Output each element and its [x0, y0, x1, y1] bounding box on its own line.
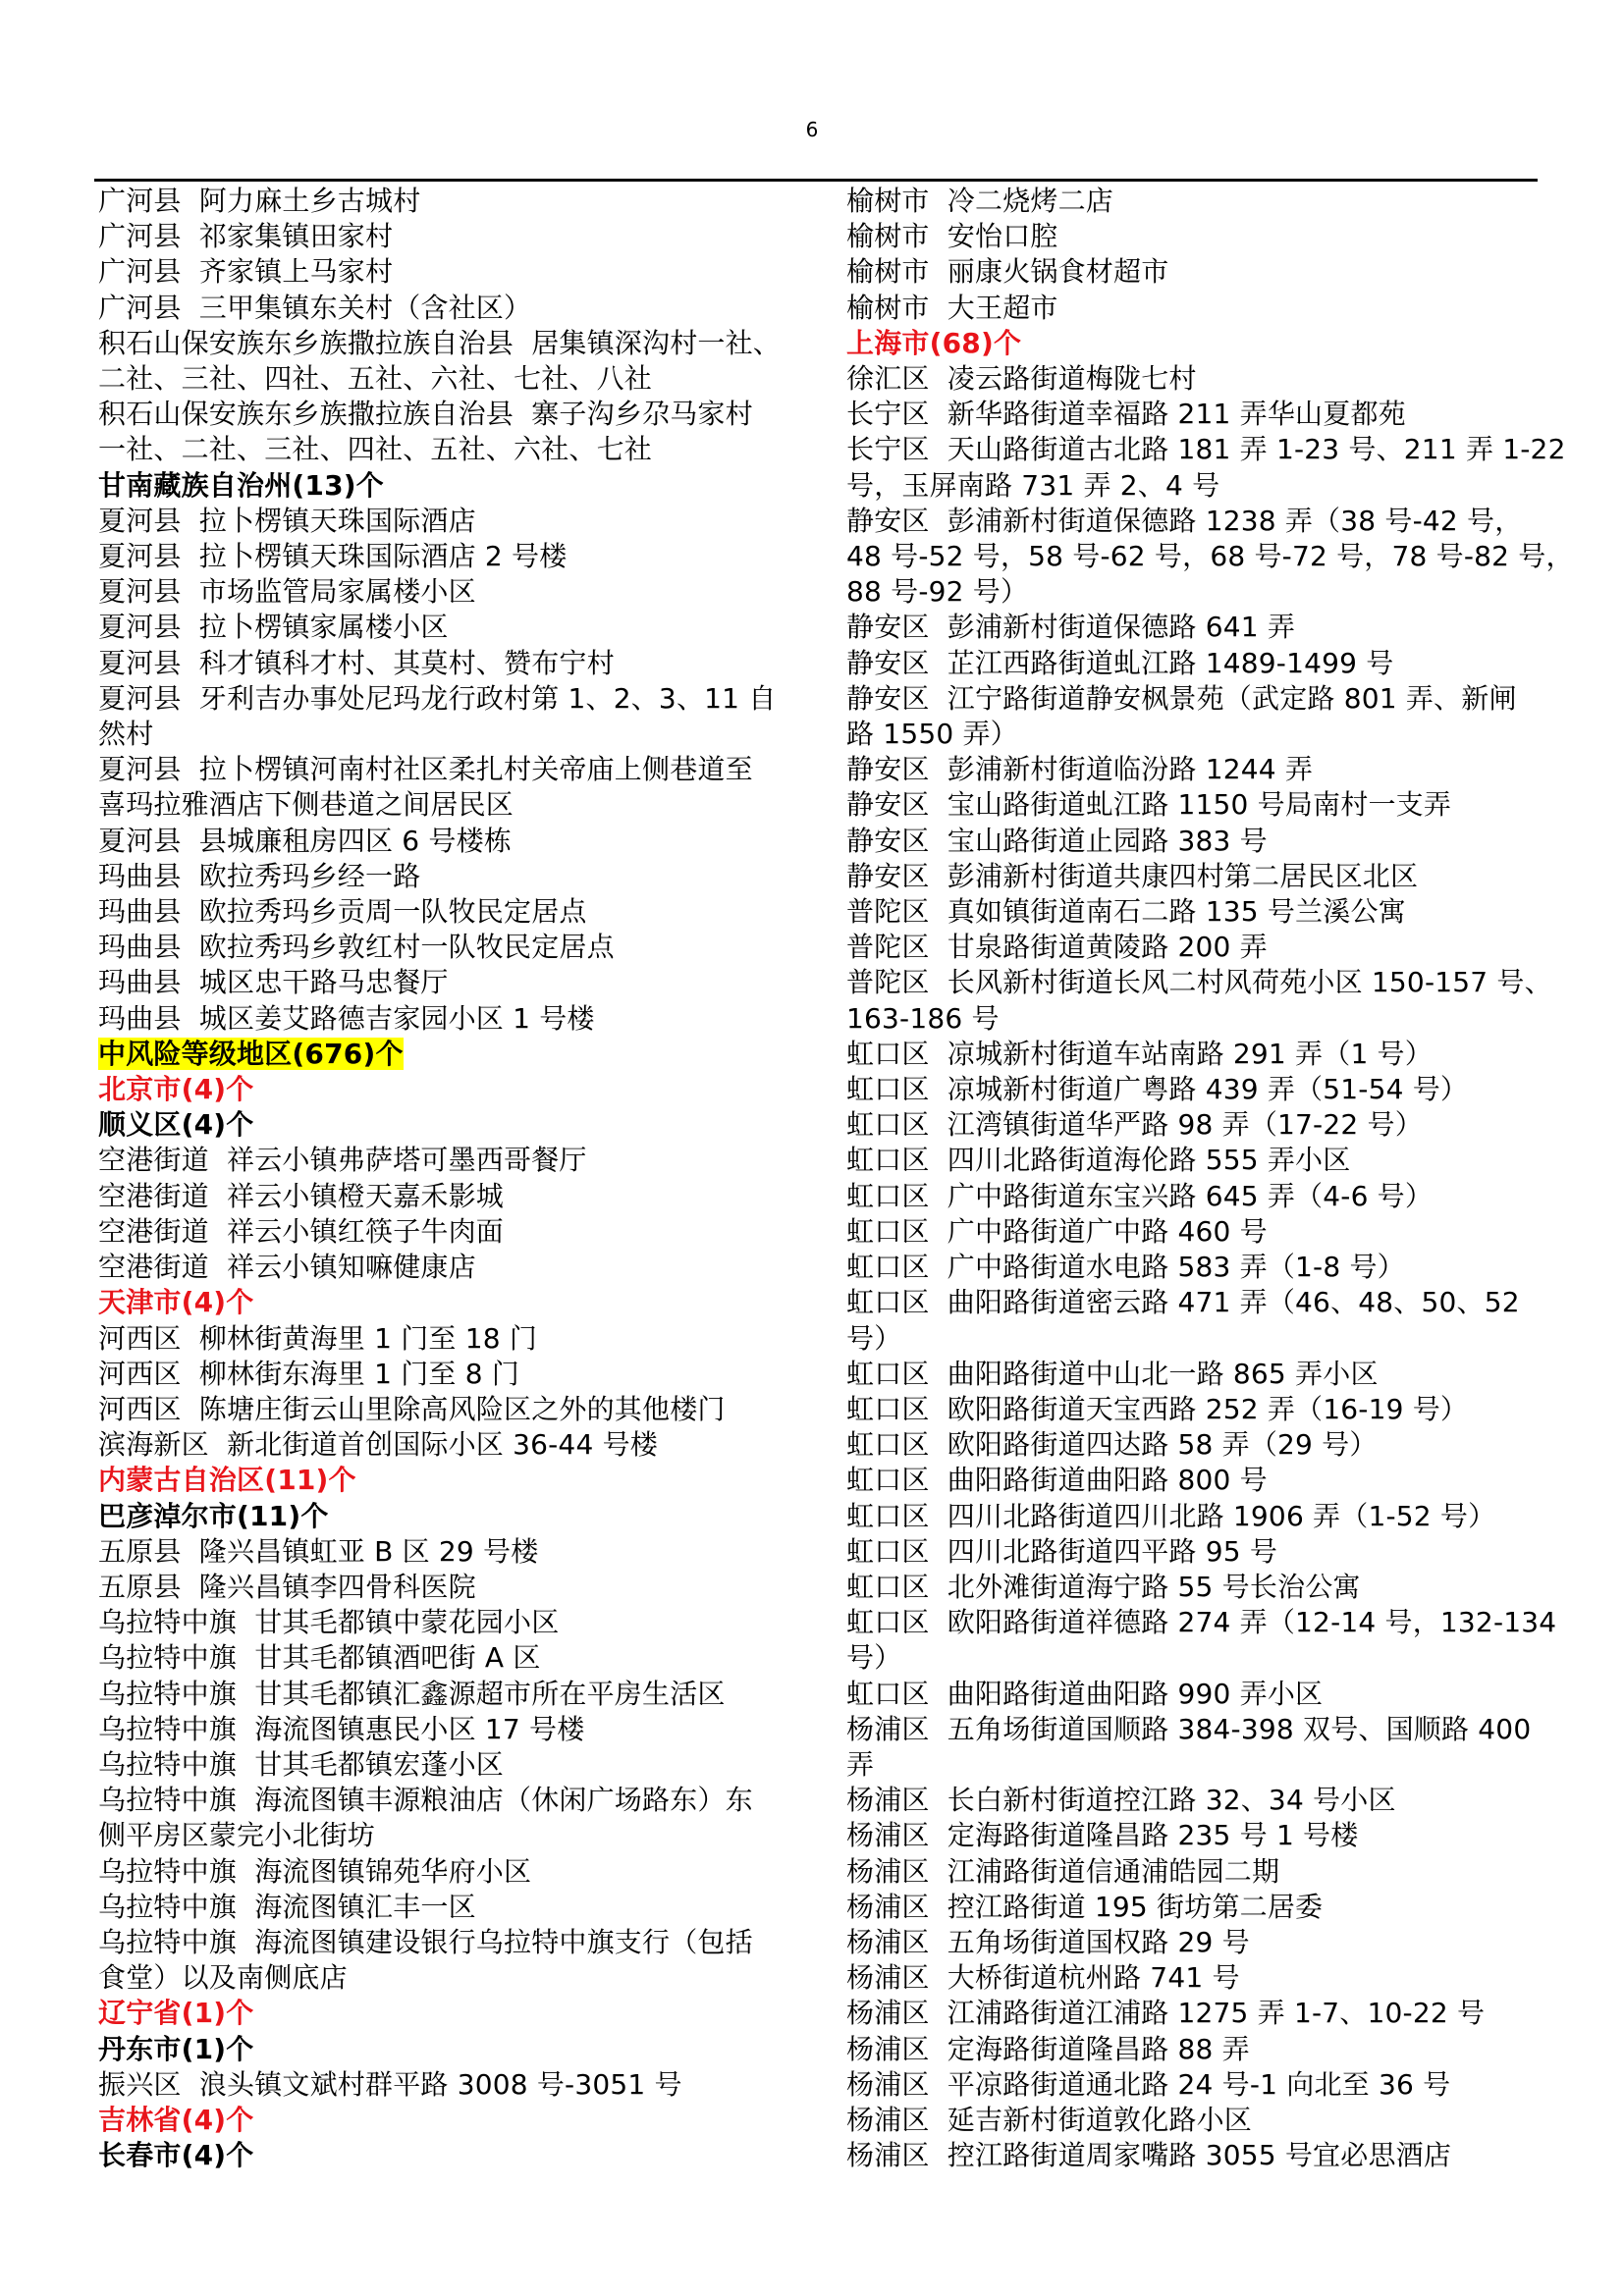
entry-line [846, 681, 1563, 717]
entry-line-text: 杨浦区 五角场街道国权路 29 号 [846, 1925, 1250, 1958]
entry-line-text: 虹口区 广中路街道水电路 583 弄（1-8 号） [846, 1251, 1405, 1284]
entry-line [98, 1890, 815, 1925]
entry-line [846, 1321, 1563, 1357]
entry-line-text: 广河县 阿力麻土乡古城村 [98, 185, 421, 217]
entry-line-text: 乌拉特中旗 海流图镇汇丰一区 [98, 1890, 476, 1923]
entry-line [98, 1783, 815, 1818]
entry-line [846, 468, 1563, 504]
entry-line-text: 五原县 隆兴昌镇虹亚 B 区 29 号楼 [98, 1534, 539, 1568]
entry-line [846, 574, 1563, 610]
entry-line-text: 48 号-52 号，58 号-62 号，68 号-72 号，78 号-82 号， [846, 540, 1574, 573]
entry-line [846, 1747, 1563, 1783]
entry-line [846, 610, 1563, 645]
entry-line [846, 2067, 1563, 2103]
header-rule [94, 179, 1538, 182]
entry-line-text: 五原县 隆兴昌镇李四骨科医院 [98, 1570, 476, 1603]
entry-line [846, 1640, 1563, 1676]
entry-line-text: 虹口区 欧阳路街道四达路 58 弄（29 号） [846, 1428, 1378, 1462]
entry-line [98, 965, 815, 1000]
entry-line [98, 1570, 815, 1605]
entry-line-text: 河西区 陈塘庄街云山里除高风险区之外的其他楼门 [98, 1392, 726, 1425]
province-heading [98, 1072, 815, 1107]
entry-line-text: 玛曲县 欧拉秀玛乡经一路 [98, 859, 421, 892]
entry-line-text: 虹口区 四川北路街道四川北路 1906 弄（1-52 号） [846, 1499, 1496, 1532]
entry-line-text: 一社、二社、三社、四社、五社、六社、七社 [98, 433, 653, 466]
entry-line [846, 1534, 1563, 1570]
entry-line-text: 静安区 彭浦新村街道共康四村第二居民区北区 [846, 859, 1419, 892]
entry-line-text: 虹口区 欧阳路街道祥德路 274 弄（12-14 号，132-134 [846, 1606, 1557, 1639]
entry-line-text: 榆树市 丽康火锅食材超市 [846, 255, 1169, 289]
entry-line [846, 1463, 1563, 1498]
entry-line-text: 喜玛拉雅酒店下侧巷道之间居民区 [98, 788, 514, 822]
entry-line [98, 1214, 815, 1250]
entry-line [846, 1570, 1563, 1605]
entry-line [846, 1143, 1563, 1178]
left-column [98, 184, 815, 2173]
entry-line [846, 1392, 1563, 1427]
entry-line-text: 弄 [846, 1747, 875, 1781]
entry-line [98, 681, 815, 717]
province-heading [98, 1463, 815, 1498]
province-heading [98, 2103, 815, 2138]
entry-line [846, 859, 1563, 894]
entry-line [846, 1072, 1563, 1107]
entry-line-text: 乌拉特中旗 海流图镇丰源粮油店（休闲广场路东）东 [98, 1784, 753, 1817]
entry-line-text: 乌拉特中旗 海流图镇建设银行乌拉特中旗支行（包括 [98, 1925, 753, 1958]
province-heading-text: 天津市(4)个 [98, 1286, 254, 1319]
risk-level-heading-text: 中风险等级地区(676)个 [98, 1037, 404, 1070]
entry-line-text: 普陀区 长风新村街道长风二村风荷苑小区 150-157 号、 [846, 966, 1552, 999]
entry-line [98, 2067, 815, 2103]
entry-line [846, 824, 1563, 859]
entry-line-text: 杨浦区 控江路街道周家嘴路 3055 号宜必思酒店 [846, 2139, 1452, 2172]
entry-line [846, 2138, 1563, 2173]
city-heading [98, 1499, 815, 1534]
entry-line [98, 1427, 815, 1463]
entry-line [98, 1854, 815, 1890]
entry-line [98, 1818, 815, 1853]
entry-line-text: 杨浦区 江浦路街道信通浦皓园二期 [846, 1854, 1280, 1888]
entry-line [846, 539, 1574, 574]
entry-line-text: 虹口区 四川北路街道海伦路 555 弄小区 [846, 1144, 1351, 1177]
entry-line-text: 虹口区 曲阳路街道曲阳路 990 弄小区 [846, 1677, 1324, 1710]
entry-line [846, 787, 1563, 823]
entry-line [846, 1285, 1563, 1320]
province-heading [846, 326, 1563, 361]
entry-line-text: 长宁区 天山路街道古北路 181 弄 1-23 号、211 弄 1-22 [846, 433, 1566, 466]
entry-line-text: 号，玉屏南路 731 弄 2、4 号 [846, 468, 1220, 502]
right-column [846, 184, 1574, 2173]
entry-line-text: 积石山保安族东乡族撒拉族自治县 寨子沟乡尕马家村 [98, 398, 753, 431]
entry-line [98, 397, 815, 432]
entry-line-text: 徐汇区 凌云路街道梅陇七村 [846, 362, 1197, 396]
entry-line-text: 玛曲县 城区忠干路马忠餐厅 [98, 966, 449, 999]
entry-line [846, 752, 1563, 787]
entry-line-text: 虹口区 曲阳路街道中山北一路 865 弄小区 [846, 1357, 1379, 1390]
entry-line-text: 静安区 彭浦新村街道保德路 641 弄 [846, 611, 1296, 644]
entry-line [98, 1640, 815, 1676]
entry-line [98, 539, 815, 574]
city-heading [98, 2032, 815, 2067]
entry-line-text: 夏河县 市场监管局家属楼小区 [98, 575, 476, 609]
province-heading [98, 1285, 815, 1320]
province-heading [98, 1996, 815, 2031]
entry-line-text: 振兴区 浪头镇文斌村群平路 3008 号-3051 号 [98, 2067, 682, 2101]
entry-line-text: 乌拉特中旗 甘其毛都镇宏蓬小区 [98, 1747, 505, 1781]
entry-line-text: 杨浦区 长白新村街道控江路 32、34 号小区 [846, 1784, 1396, 1817]
entry-line-text: 虹口区 北外滩街道海宁路 55 号长治公寓 [846, 1570, 1361, 1603]
entry-line [98, 291, 815, 326]
entry-line-text: 侧平房区蒙完小北街坊 [98, 1819, 376, 1852]
entry-line-text: 乌拉特中旗 甘其毛都镇中蒙花园小区 [98, 1606, 560, 1639]
city-heading-text: 丹东市(1)个 [98, 2032, 254, 2065]
entry-line [98, 1925, 815, 1960]
entry-line [846, 1818, 1563, 1853]
entry-line [846, 291, 1563, 326]
entry-line-text: 杨浦区 大桥街道杭州路 741 号 [846, 1961, 1240, 1995]
entry-line-text: 乌拉特中旗 海流图镇锦苑华府小区 [98, 1854, 532, 1888]
entry-line [98, 1321, 815, 1357]
entry-line [846, 184, 1563, 219]
entry-line-text: 玛曲县 欧拉秀玛乡敦红村一队牧民定居点 [98, 931, 615, 964]
entry-line-text: 静安区 彭浦新村街道保德路 1238 弄（38 号-42 号， [846, 504, 1523, 537]
entry-line [98, 1392, 815, 1427]
province-heading-text: 内蒙古自治区(11)个 [98, 1464, 356, 1497]
entry-line [98, 326, 815, 361]
entry-line-text: 虹口区 欧阳路街道天宝西路 252 弄（16-19 号） [846, 1392, 1469, 1425]
entry-line [846, 646, 1563, 681]
entry-line-text: 乌拉特中旗 海流图镇惠民小区 17 号楼 [98, 1712, 585, 1745]
entry-line [98, 574, 815, 610]
entry-line-text: 夏河县 拉卜楞镇天珠国际酒店 2 号楼 [98, 540, 568, 573]
entry-line [846, 965, 1563, 1000]
page-number: 6 [805, 118, 819, 141]
entry-line-text: 夏河县 拉卜楞镇家属楼小区 [98, 611, 449, 644]
entry-line [98, 646, 815, 681]
entry-line [98, 219, 815, 254]
entry-line [98, 504, 815, 539]
entry-line-text: 空港街道 祥云小镇知嘛健康店 [98, 1251, 476, 1284]
entry-line-text: 静安区 彭浦新村街道临汾路 1244 弄 [846, 753, 1314, 786]
entry-line-text: 静安区 宝山路街道止园路 383 号 [846, 824, 1268, 857]
entry-line [98, 432, 815, 467]
entry-line [846, 1107, 1563, 1143]
entry-line-text: 号） [846, 1641, 902, 1675]
entry-line [846, 1996, 1563, 2031]
province-heading-text: 辽宁省(1)个 [98, 1997, 254, 2030]
entry-line-text: 杨浦区 五角场街道国顺路 384-398 双号、国顺路 400 [846, 1712, 1532, 1745]
entry-line [846, 717, 1563, 752]
entry-line [98, 361, 815, 397]
entry-line-text: 虹口区 凉城新村街道车站南路 291 弄（1 号） [846, 1037, 1433, 1070]
province-heading-text: 北京市(4)个 [98, 1073, 254, 1106]
entry-line-text: 虹口区 江湾镇街道华严路 98 弄（17-22 号） [846, 1108, 1423, 1142]
entry-line [98, 717, 815, 752]
entry-line-text: 号） [846, 1321, 902, 1355]
entry-line-text: 空港街道 祥云小镇橙天嘉禾影城 [98, 1179, 505, 1212]
entry-line-text: 杨浦区 定海路街道隆昌路 235 号 1 号楼 [846, 1819, 1359, 1852]
entry-line [846, 361, 1563, 397]
entry-line [98, 1747, 815, 1783]
entry-line [846, 1960, 1563, 1996]
entry-line [846, 1712, 1563, 1747]
entry-line-text: 虹口区 凉城新村街道广粤路 439 弄（51-54 号） [846, 1073, 1469, 1106]
entry-line [98, 752, 815, 787]
entry-line-text: 夏河县 县城廉租房四区 6 号楼栋 [98, 824, 513, 857]
entry-line-text: 普陀区 真如镇街道南石二路 135 号兰溪公寓 [846, 895, 1406, 929]
entry-line-text: 河西区 柳林街东海里 1 门至 8 门 [98, 1357, 520, 1390]
entry-line-text: 食堂）以及南侧底店 [98, 1961, 348, 1995]
entry-line [846, 1037, 1563, 1072]
entry-line [846, 1925, 1563, 1960]
city-heading [98, 1107, 815, 1143]
entry-line [846, 1427, 1563, 1463]
entry-line [846, 1605, 1563, 1640]
entry-line-text: 榆树市 大王超市 [846, 291, 1058, 324]
entry-line-text: 然村 [98, 718, 154, 751]
city-heading-text: 巴彦淖尔市(11)个 [98, 1499, 329, 1532]
entry-line [98, 610, 815, 645]
entry-line-text: 空港街道 祥云小镇红筷子牛肉面 [98, 1214, 505, 1248]
entry-line [846, 504, 1563, 539]
entry-line-text: 虹口区 广中路街道东宝兴路 645 弄（4-6 号） [846, 1179, 1434, 1212]
entry-line [98, 894, 815, 930]
entry-line [98, 1001, 815, 1037]
entry-line [846, 2032, 1563, 2067]
entry-line [846, 1677, 1563, 1712]
entry-line [846, 1783, 1563, 1818]
entry-line-text: 长宁区 新华路街道幸福路 211 弄华山夏都苑 [846, 398, 1406, 431]
province-heading-text: 上海市(68)个 [846, 326, 1022, 359]
entry-line [98, 787, 815, 823]
entry-line-text: 滨海新区 新北街道首创国际小区 36-44 号楼 [98, 1428, 658, 1462]
city-heading-text: 顺义区(4)个 [98, 1108, 254, 1142]
entry-line [98, 824, 815, 859]
province-heading-text: 吉林省(4)个 [98, 2103, 254, 2136]
entry-line [846, 219, 1563, 254]
entry-line [846, 1499, 1563, 1534]
entry-line-text: 普陀区 甘泉路街道黄陵路 200 弄 [846, 931, 1268, 964]
entry-line [98, 1143, 815, 1178]
entry-line [846, 1001, 1563, 1037]
entry-line [98, 1534, 815, 1570]
entry-line [846, 1179, 1563, 1214]
entry-line [846, 1890, 1563, 1925]
entry-line-text: 88 号-92 号） [846, 575, 1029, 609]
city-heading [98, 468, 815, 504]
entry-line [98, 254, 815, 290]
entry-line-text: 杨浦区 控江路街道 195 街坊第二居委 [846, 1890, 1324, 1923]
entry-line-text: 广河县 三甲集镇东关村（含社区） [98, 291, 532, 324]
entry-line [98, 1250, 815, 1285]
entry-line [846, 2103, 1563, 2138]
entry-line [98, 1712, 815, 1747]
risk-level-heading [98, 1037, 815, 1072]
entry-line-text: 163-186 号 [846, 1001, 1000, 1035]
entry-line [846, 930, 1563, 965]
entry-line [98, 859, 815, 894]
entry-line-text: 夏河县 科才镇科才村、其莫村、赞布宁村 [98, 646, 615, 679]
entry-line [846, 1250, 1563, 1285]
entry-line-text: 杨浦区 定海路街道隆昌路 88 弄 [846, 2032, 1250, 2065]
entry-line [846, 1214, 1563, 1250]
entry-line [98, 184, 815, 219]
entry-line-text: 河西区 柳林街黄海里 1 门至 18 门 [98, 1321, 538, 1355]
entry-line [846, 254, 1563, 290]
entry-line-text: 广河县 齐家镇上马家村 [98, 255, 394, 289]
entry-line-text: 夏河县 拉卜楞镇天珠国际酒店 [98, 504, 476, 537]
entry-line-text: 静安区 芷江西路街道虬江路 1489-1499 号 [846, 646, 1394, 679]
entry-line [846, 894, 1563, 930]
entry-line [98, 1605, 815, 1640]
entry-line [98, 1960, 815, 1996]
entry-line-text: 虹口区 四川北路街道四平路 95 号 [846, 1534, 1278, 1568]
entry-line-text: 杨浦区 平凉路街道通北路 24 号-1 向北至 36 号 [846, 2067, 1451, 2101]
entry-line [846, 1357, 1563, 1392]
entry-line-text: 虹口区 广中路街道广中路 460 号 [846, 1214, 1268, 1248]
entry-line-text: 夏河县 拉卜楞镇河南村社区柔扎村关帝庙上侧巷道至 [98, 753, 753, 786]
entry-line [98, 1677, 815, 1712]
entry-line [98, 1179, 815, 1214]
entry-line-text: 静安区 宝山路街道虬江路 1150 号局南村一支弄 [846, 788, 1452, 822]
entry-line [846, 432, 1566, 467]
entry-line-text: 路 1550 弄） [846, 718, 1018, 751]
entry-line-text: 杨浦区 延吉新村街道敦化路小区 [846, 2103, 1253, 2136]
entry-line-text: 榆树市 冷二烧烤二店 [846, 185, 1114, 217]
entry-line-text: 榆树市 安怡口腔 [846, 220, 1058, 253]
entry-line [98, 930, 815, 965]
entry-line-text: 玛曲县 城区姜艾路德吉家园小区 1 号楼 [98, 1001, 595, 1035]
entry-line-text: 乌拉特中旗 甘其毛都镇汇鑫源超市所在平房生活区 [98, 1677, 726, 1710]
entry-line-text: 虹口区 曲阳路街道曲阳路 800 号 [846, 1464, 1268, 1497]
entry-line-text: 杨浦区 江浦路街道江浦路 1275 弄 1-7、10-22 号 [846, 1997, 1486, 2030]
city-heading-text: 甘南藏族自治州(13)个 [98, 468, 384, 502]
entry-line-text: 虹口区 曲阳路街道密云路 471 弄（46、48、50、52 [846, 1286, 1520, 1319]
entry-line-text: 乌拉特中旗 甘其毛都镇酒吧街 A 区 [98, 1641, 541, 1675]
entry-line-text: 广河县 祁家集镇田家村 [98, 220, 394, 253]
entry-line-text: 空港街道 祥云小镇弗萨塔可墨西哥餐厅 [98, 1144, 587, 1177]
entry-line-text: 积石山保安族东乡族撒拉族自治县 居集镇深沟村一社、 [98, 326, 782, 359]
entry-line [846, 397, 1563, 432]
entry-line [98, 1357, 815, 1392]
city-heading [98, 2138, 815, 2173]
entry-line-text: 静安区 江宁路街道静安枫景苑（武定路 801 弄、新闸 [846, 681, 1517, 715]
entry-line [846, 1854, 1563, 1890]
entry-line-text: 夏河县 牙利吉办事处尼玛龙行政村第 1、2、3、11 自 [98, 681, 777, 715]
entry-line-text: 二社、三社、四社、五社、六社、七社、八社 [98, 362, 653, 396]
city-heading-text: 长春市(4)个 [98, 2139, 254, 2172]
entry-line-text: 玛曲县 欧拉秀玛乡贡周一队牧民定居点 [98, 895, 587, 929]
